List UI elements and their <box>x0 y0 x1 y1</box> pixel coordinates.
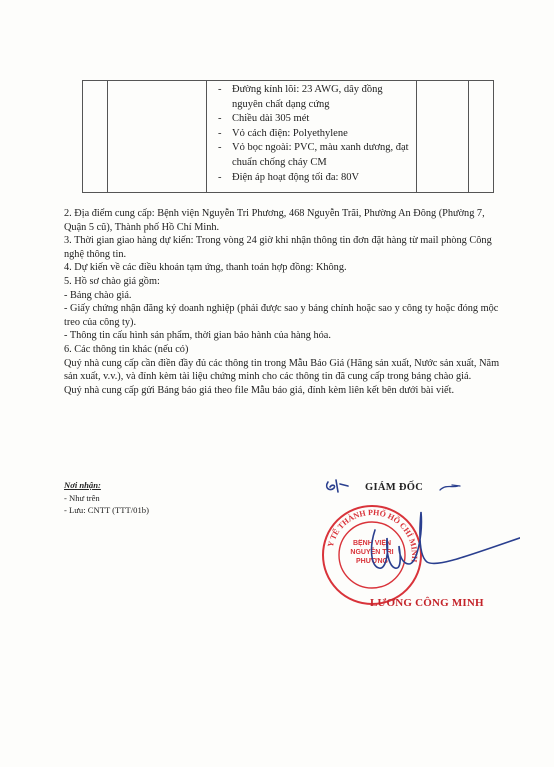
paragraph: Quý nhà cung cấp cần điền đầy đủ các thông tin trong Mẫu Báo Giá (Hãng sản xuất, Nước sản xuất, Năm sản xuất, v.v.), và đính kèm tài liệu chứng minh cho các thông tin đã cung cấp trong bảng chào giá. <box>64 357 500 383</box>
table-col-divider <box>206 81 207 192</box>
spec-item: - Vỏ bọc ngoài: PVC, màu xanh dương, đạt chuẩn chống cháy CM <box>215 141 415 170</box>
spec-item: - Điện áp hoạt động tối đa: 80V <box>215 171 415 186</box>
body-text <box>64 207 504 397</box>
stamp-center-text: BỆNH VIỆN NGUYỄN TRI PHƯƠNG <box>350 540 394 565</box>
recipients-block <box>64 479 149 517</box>
recipient-line: - Như trên <box>64 492 100 503</box>
paragraph: 5. Hồ sơ chào giá gồm: <box>64 275 160 287</box>
paragraph: 6. Các thông tin khác (nếu có) <box>64 343 189 355</box>
director-title: GIÁM ĐỐC <box>365 482 424 493</box>
stamp-ring-text: Y TẾ THÀNH PHỐ HỒ CHÍ MINH <box>325 507 420 563</box>
handwritten-signature <box>320 470 520 610</box>
spec-item: - Vỏ cách điện: Polyethylene <box>215 127 415 142</box>
spec-item: - Chiều dài 305 mét <box>215 112 415 127</box>
paragraph: - Giấy chứng nhận đăng ký doanh nghiệp (phải được sao y bảng chính hoặc sao y công ty hoặc đóng mộc treo của công ty). <box>64 303 499 328</box>
paragraph: - Thông tin cấu hình sản phẩm, thời gian bảo hành của hàng hóa. <box>64 330 331 342</box>
recipient-line: - Lưu: CNTT (TTT/01b) <box>64 505 149 516</box>
paragraph: - Bảng chào giá. <box>64 289 132 301</box>
table-col-divider <box>468 81 469 192</box>
signer-name: LƯƠNG CÔNG MINH <box>370 597 484 609</box>
paragraph: 2. Địa điểm cung cấp: Bệnh viện Nguyễn Tri Phương, 468 Nguyễn Trãi, Phường An Đông (Phường 7, Quận 5 cũ), Thành phố Hồ Chí Minh. <box>64 208 485 233</box>
table-col-divider <box>107 81 108 192</box>
table-col-divider <box>416 81 417 192</box>
recipients-title: Nơi nhận: <box>64 480 101 490</box>
paragraph: 4. Dự kiến về các điều khoản tạm ứng, thanh toán hợp đồng: Không. <box>64 262 347 274</box>
paragraph: Quý nhà cung cấp gửi Bảng báo giá theo file Mẫu báo giá, đính kèm liên kết bên dưới bài viết. <box>64 384 455 396</box>
spec-item: - Đường kính lõi: 23 AWG, dây đồng nguyên chất dạng cứng <box>215 83 415 112</box>
paragraph: 3. Thời gian giao hàng dự kiến: Trong vòng 24 giờ khi nhận thông tin đơn đặt hàng từ mail phòng Công nghệ thông tin. <box>64 235 492 260</box>
spec-list <box>215 83 415 185</box>
